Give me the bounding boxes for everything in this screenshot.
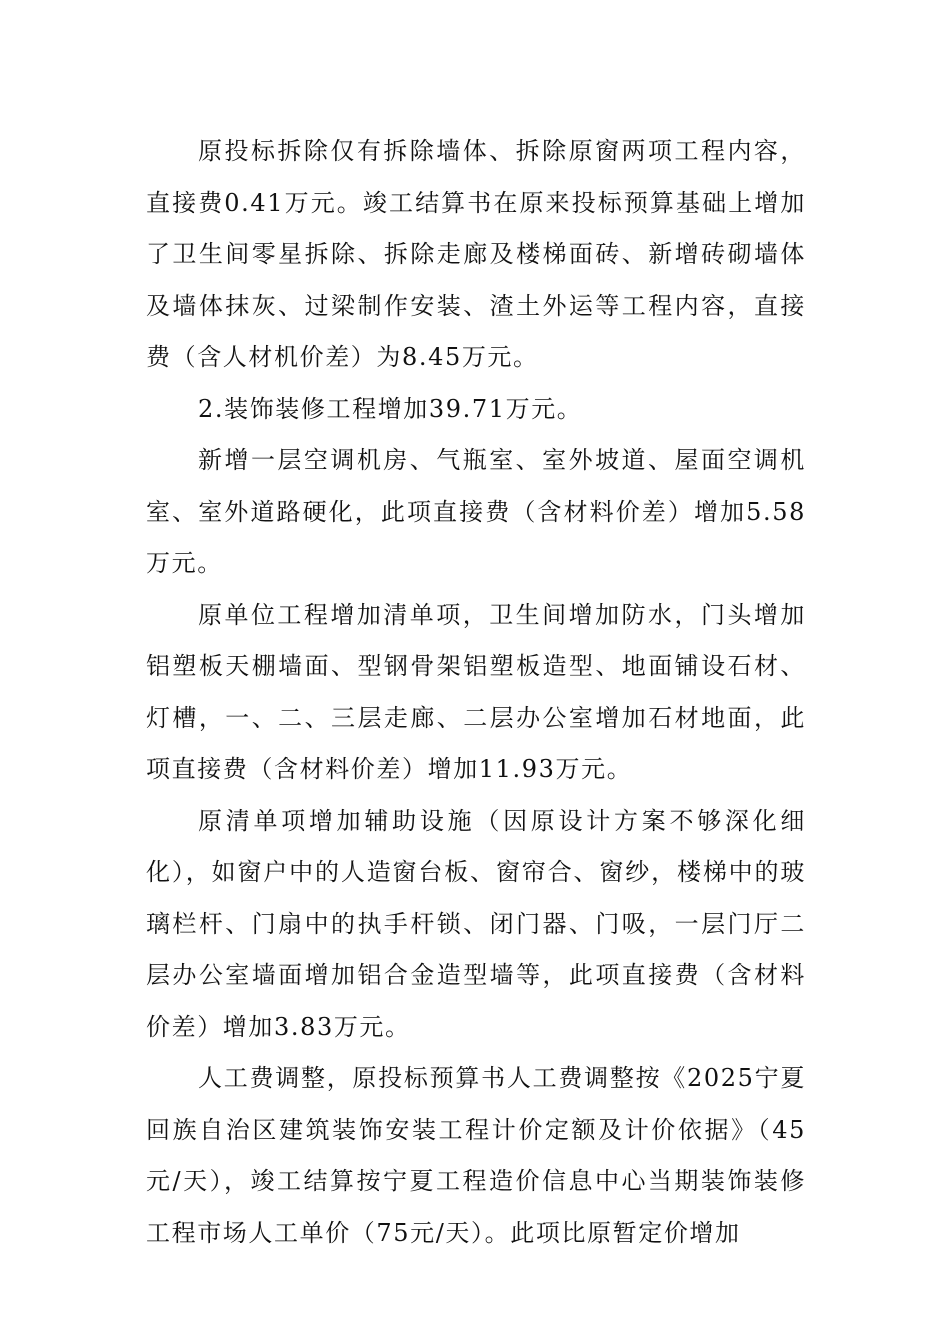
paragraph-auxiliary-facilities: 原清单项增加辅助设施（因原设计方案不够深化细化），如窗户中的人造窗台板、窗帘合、窗纱，楼梯中的玻璃栏杆、门扇中的执手杆锁、闭门器、门吸，一层门厅二层办公室墙面增加铝合金造型墙等，此项直接费（含材料价差）增加3.83万元。 [146,806,806,1041]
paragraph-demolition: 原投标拆除仅有拆除墙体、拆除原窗两项工程内容，直接费0.41万元。竣工结算书在原来投标预算基础上增加了卫生间零星拆除、拆除走廊及楼梯面砖、新增砖砌墙体及墙体抹灰、过梁制作安装、渣土外运等工程内容，直接费（含人材机价差）为8.45万元。 [146,137,806,371]
paragraph-added-items: 原单位工程增加清单项，卫生间增加防水，门头增加铝塑板天棚墙面、型钢骨架铝塑板造型、地面铺设石材、灯槽，一、二、三层走廊、二层办公室增加石材地面，此项直接费（含材料价差）增加11.93万元。 [146,600,806,783]
paragraph-decoration-heading: 2.装饰装修工程增加39.71万元。 [198,394,583,423]
document-body [146,126,806,1259]
paragraph-new-rooms: 新增一层空调机房、气瓶室、室外坡道、屋面空调机室、室外道路硬化，此项直接费（含材料价差）增加5.58万元。 [146,446,806,577]
paragraph-labor-cost: 人工费调整，原投标预算书人工费调整按《2025宁夏回族自治区建筑装饰安装工程计价定额及计价依据》（45元/天），竣工结算按宁夏工程造价信息中心当期装饰装修工程市场人工单价（75元/天）。此项比原暂定价增加 [146,1064,806,1247]
